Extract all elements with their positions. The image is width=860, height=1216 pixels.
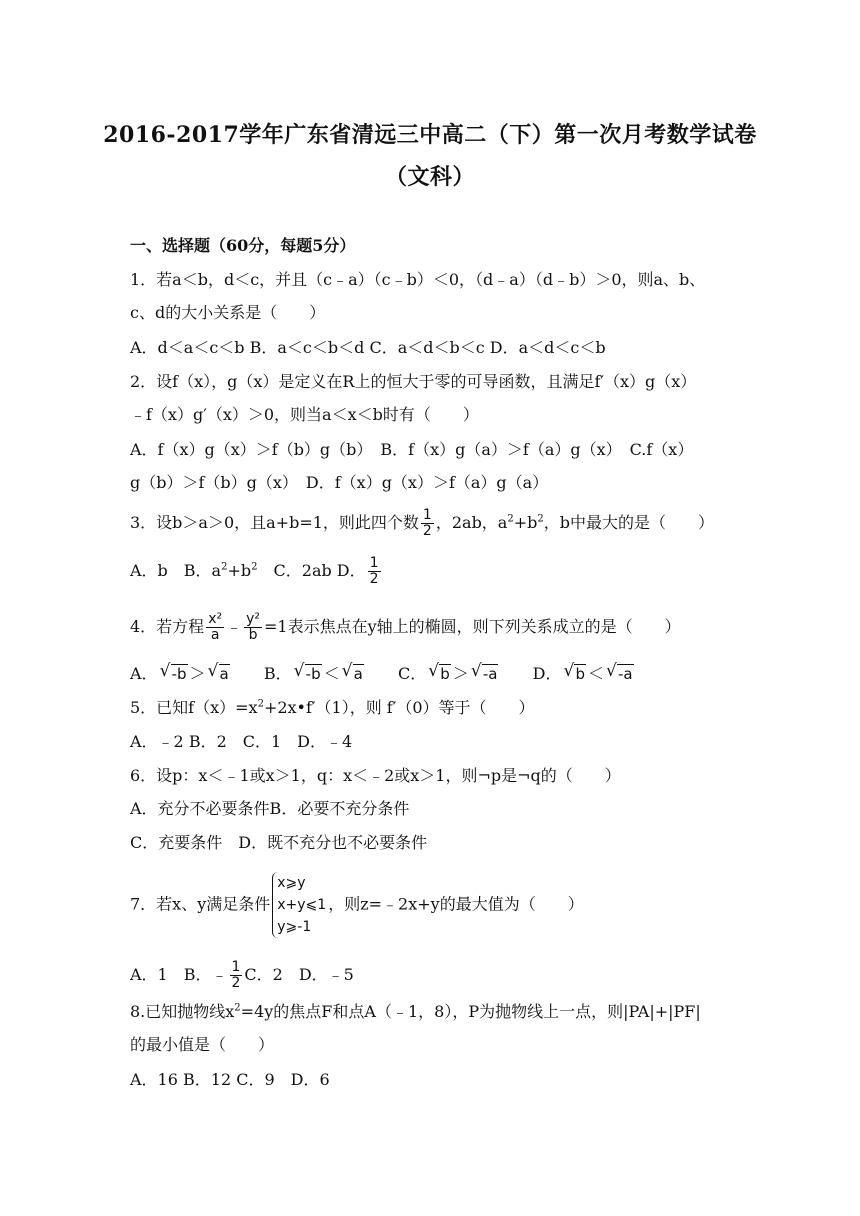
fraction-y2-over-b [244,612,262,643]
question-8-line-1 [130,1002,701,1022]
minus-sign: ﹣ [226,617,243,636]
fraction-denominator: 2 [422,523,432,539]
question-7-stem [130,872,584,938]
question-5-post: +2x•f′（1），则 f′（0）等于（ ） [263,698,535,717]
sqrt-expression [470,661,499,684]
question-6-options-line-1: A．充分不必要条件B．必要不充分条件 [130,799,410,818]
question-6-options-line-2: C．充要条件 D．既不充分也不必要条件 [130,833,428,852]
constraint-system [272,872,326,938]
question-7-post: ，则z=﹣2x+y的最大值为（ ） [328,894,584,914]
question-5-pre: 5．已知f（x）=x [130,698,258,717]
option-d-label: D． [532,664,562,683]
constraint-2: x+y⩽1 [277,897,327,913]
question-7-pre: 7．若x、y满足条件 [130,894,271,914]
question-8-line-2: 的最小值是（ ） [130,1035,275,1054]
question-2-line-2: ﹣f（x）g′（x）＞0，则当a＜x＜b时有（ ） [130,405,479,424]
page-subtitle: （文科） [384,164,475,190]
question-3-opts-post: C．2ab D． [257,561,366,580]
fraction-denominator: 2 [369,571,379,587]
radical-sign: √ [563,661,575,681]
radicand: b [440,665,450,683]
radical-sign: √ [428,661,440,681]
question-3-pre: 3．设b＞a＞0，且a+b=1，则此四个数 [130,513,419,532]
fraction-one-half [368,556,381,587]
question-4-stem [130,612,681,643]
page-title: 2016-2017学年广东省清远三中高二（下）第一次月考数学试卷 [103,122,757,148]
sqrt-expression [606,661,634,684]
fraction-denominator: 2 [231,975,241,991]
question-2-options-line-2: g（b）＞f（b）g（x） D．f（x）g（x）＞f（a）g（a） [130,473,549,492]
fraction-numerator: x² [208,611,223,627]
constraint-3: y⩾-1 [277,919,312,935]
question-1-line-2: c、d的大小关系是（ ） [130,303,326,322]
superscript: 2 [507,513,514,525]
radical-sign: √ [293,661,305,681]
question-3-post-a: ，2ab，a [435,513,508,532]
greater-than: ＞ [452,664,469,683]
radicand: -a [482,665,498,683]
sqrt-expression [207,661,230,684]
question-3-opts-pre: A．b B．a [130,561,222,580]
sqrt-expression [428,661,451,684]
fraction-one-half [421,508,434,539]
question-1-line-1: 1．若a＜b，d＜c，并且（c﹣a）（c﹣b）＜0，（d﹣a）（d﹣b）＞0，则a、b、 [130,270,706,289]
radical-sign: √ [606,661,617,681]
radicand: -a [618,665,633,683]
option-c-label: C． [398,664,427,683]
question-3-stem [130,508,714,539]
superscript: 2 [221,561,228,573]
less-than: ＜ [587,664,604,683]
radicand: -b [171,665,187,683]
radical-sign: √ [470,661,482,681]
question-1-options: A．d＜a＜c＜b B．a＜c＜b＜d C．a＜d＜b＜c D．a＜d＜c＜b [130,338,606,357]
superscript: 2 [234,1002,241,1014]
radicand: b [575,665,585,683]
question-6-stem: 6．设p：x＜﹣1或x＞1，q：x＜﹣2或x＞1，则¬p是¬q的（ ） [130,766,621,785]
question-7-opts-pre: A．1 B．﹣ [130,965,228,984]
radical-sign: √ [159,661,171,681]
radicand: a [353,665,363,683]
question-4-options [130,661,636,684]
fraction-numerator: y² [246,611,261,627]
radicand: a [219,665,229,683]
less-than: ＜ [323,664,340,683]
fraction-denominator: a [210,627,220,643]
fraction-x2-over-a [206,612,224,643]
question-5-stem [130,698,535,718]
radical-sign: √ [341,661,353,681]
sqrt-expression [563,661,586,684]
question-2-options-line-1: A．f（x）g（x）＞f（b）g（b） B．f（x）g（a）＞f（a）g（x） C.f（x） [130,440,694,459]
fraction-numerator: 1 [369,555,379,571]
superscript: 2 [537,513,544,525]
section-heading: 一、选择题（60分，每题5分） [130,236,356,255]
sqrt-expression [341,661,364,684]
fraction-denominator: b [248,627,258,643]
fraction-numerator: 1 [231,959,241,975]
question-3-post-b: +b [513,513,538,532]
question-8-options: A．16 B．12 C．9 D．6 [130,1070,330,1089]
radical-sign: √ [207,661,219,681]
fraction-one-half [230,960,243,991]
question-7-options [130,960,354,991]
question-7-opts-post: C．2 D．﹣5 [244,965,354,984]
fraction-numerator: 1 [422,507,432,523]
radicand: -b [305,665,321,683]
question-3-opts-mid: +b [227,561,252,580]
option-b-label: B． [263,664,292,683]
sqrt-expression [159,661,188,684]
question-4-post: =1表示焦点在y轴上的椭圆，则下列关系成立的是（ ） [264,617,681,636]
question-3-options [130,556,383,587]
option-a-label: A． [130,664,158,683]
constraint-1: x⩾y [277,875,306,891]
question-8-post: =4y的焦点F和点A（﹣1，8），P为抛物线上一点，则|PA|+|PF| [240,1002,701,1021]
sqrt-expression [293,661,322,684]
greater-than: ＞ [189,664,206,683]
question-2-line-1: 2．设f（x），g（x）是定义在R上的恒大于零的可导函数，且满足f′（x）g（x） [130,372,697,391]
superscript: 2 [251,561,258,573]
question-4-pre: 4．若方程 [130,617,205,636]
question-8-pre: 8.已知抛物线x [130,1002,235,1021]
question-3-post-c: ，b中最大的是（ ） [543,513,715,532]
superscript: 2 [257,698,264,710]
question-5-options: A．﹣2 B．2 C．1 D．﹣4 [130,732,353,751]
